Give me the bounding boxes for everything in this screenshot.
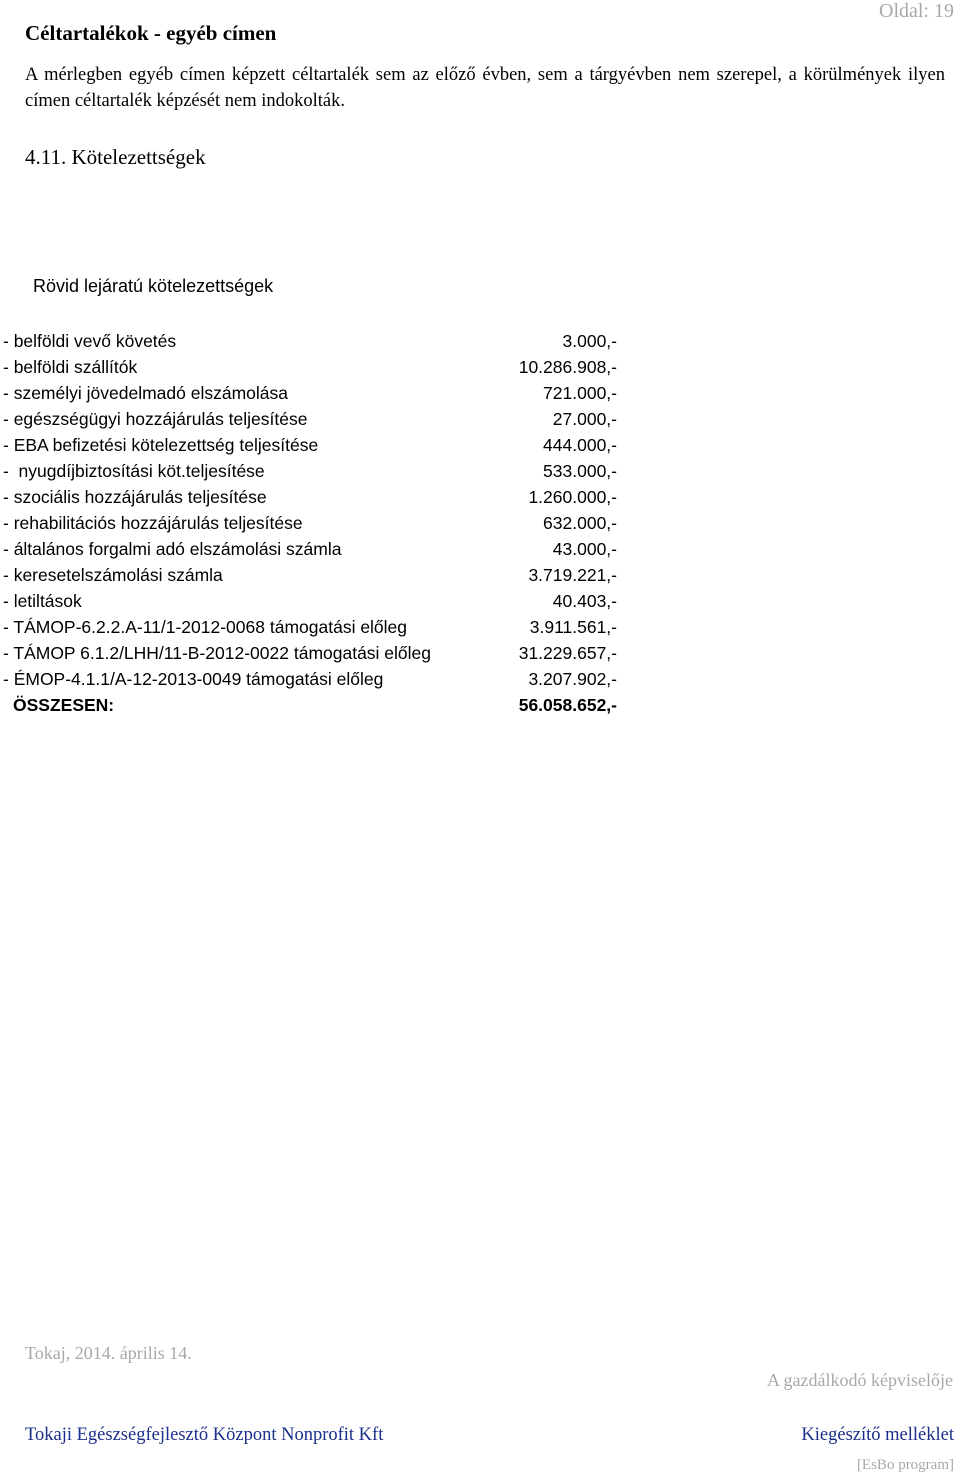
total-row (3, 692, 643, 718)
item-amount: 3.911.561,- (529, 617, 617, 637)
list-item (3, 614, 643, 640)
liabilities-subtitle: Rövid lejáratú kötelezettségek (33, 276, 274, 296)
item-label: - rehabilitációs hozzájárulás teljesítése (3, 513, 303, 533)
list-item (3, 484, 643, 510)
list-item (3, 536, 643, 562)
list-item (3, 562, 643, 588)
item-amount: 632.000,- (543, 513, 617, 533)
item-label: - letiltások (3, 591, 82, 611)
item-amount: 3.719.221,- (528, 565, 617, 585)
item-label: - belföldi vevő követés (3, 331, 177, 351)
chapter-heading: 4.11. Kötelezettségek (25, 145, 206, 169)
item-amount: 444.000,- (543, 435, 617, 455)
item-label: - belföldi szállítók (3, 357, 138, 377)
list-item (3, 510, 643, 536)
item-amount: 1.260.000,- (528, 487, 617, 507)
item-label: - személyi jövedelmadó elszámolása (3, 383, 288, 403)
item-label: - szociális hozzájárulás teljesítése (3, 487, 267, 507)
total-label: ÖSSZESEN: (13, 695, 115, 715)
item-amount: 27.000,- (552, 409, 617, 429)
list-item (3, 588, 643, 614)
item-label: - általános forgalmi adó elszámolási számla (3, 539, 342, 559)
company-name: Tokaji Egészségfejlesztő Központ Nonprofit Kft (25, 1425, 384, 1445)
item-amount: 533.000,- (543, 461, 617, 481)
item-amount: 721.000,- (543, 383, 617, 403)
section-title: Céltartalékok - egyéb címen (25, 21, 277, 45)
item-label: - TÁMOP-6.2.2.A-11/1-2012-0068 támogatási előleg (3, 617, 408, 637)
list-item (3, 432, 643, 458)
list-item (3, 354, 643, 380)
page-number: Oldal: 19 (879, 0, 954, 22)
list-item (3, 458, 643, 484)
list-item (3, 328, 643, 354)
list-item (3, 380, 643, 406)
item-amount: 3.207.902,- (528, 669, 617, 689)
item-label: - keresetelszámolási számla (3, 565, 223, 585)
total-amount: 56.058.652,- (518, 695, 617, 715)
item-label: - egészségügyi hozzájárulás teljesítése (3, 409, 308, 429)
item-amount: 31.229.657,- (518, 643, 617, 663)
liabilities-list (3, 328, 643, 718)
item-label: - EBA befizetési kötelezettség teljesítése (3, 435, 319, 455)
item-label: - nyugdíjbiztosítási köt.teljesítése (3, 461, 265, 481)
place-date: Tokaj, 2014. április 14. (25, 1343, 192, 1363)
item-amount: 40.403,- (552, 591, 617, 611)
list-item (3, 640, 643, 666)
item-label: - TÁMOP 6.1.2/LHH/11-B-2012-0022 támogatási előleg (3, 643, 432, 663)
list-item (3, 666, 643, 692)
annex-title: Kiegészítő melléklet (801, 1425, 954, 1445)
representative-signature-label: A gazdálkodó képviselője (767, 1370, 953, 1390)
body-paragraph: A mérlegben egyéb címen képzett céltartalék sem az előző évben, sem a tárgyévben nem szerepel, a körülmények ilyen címen céltartalék képzését nem indokolták. (25, 65, 945, 111)
item-amount: 43.000,- (552, 539, 617, 559)
item-amount: 10.286.908,- (518, 357, 617, 377)
item-label: - ÉMOP-4.1.1/A-12-2013-0049 támogatási előleg (3, 669, 384, 689)
list-item (3, 406, 643, 432)
program-name: [EsBo program] (856, 1457, 954, 1473)
item-amount: 3.000,- (562, 331, 617, 351)
